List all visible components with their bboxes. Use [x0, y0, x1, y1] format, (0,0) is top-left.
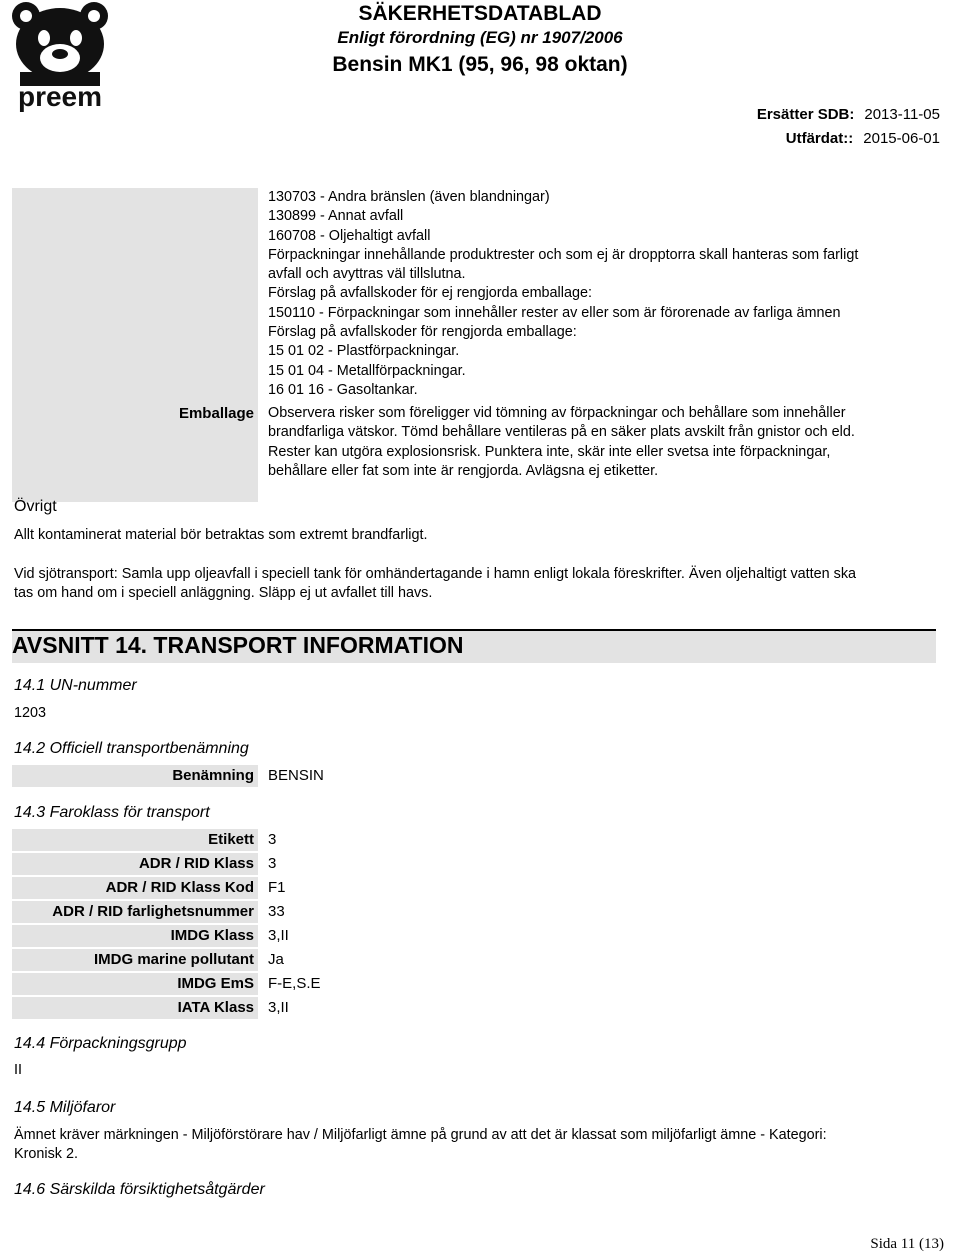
environmental-line-2: Kronisk 2.	[14, 1146, 78, 1162]
issued-date: 2015-06-01	[863, 130, 940, 147]
class-row-label: Etikett	[208, 831, 254, 848]
environmental-line-1: Ämnet kräver märkningen - Miljöförstörare hav / Miljöfarligt ämne på grund av att det är klassat som miljöfarligt ämne - Kategori:	[14, 1127, 827, 1143]
special-precautions-heading: 14.6 Särskilda försiktighetsåtgärder	[14, 1181, 265, 1198]
class-row-value: Ja	[268, 951, 284, 968]
sea-transport-line-1: Vid sjötransport: Samla upp oljeavfall i speciell tank för omhändertagande i hamn enligt lokala föreskrifter. Även oljehaltigt vatten ska	[14, 566, 857, 582]
replaces-date: 2013-11-05	[864, 106, 940, 123]
environmental-heading: 14.5 Miljöfaror	[14, 1099, 116, 1116]
packaging-label: Emballage	[178, 405, 254, 422]
class-row-label: ADR / RID Klass	[138, 855, 254, 872]
class-row-value: 3,II	[268, 999, 289, 1016]
packing-group-value: II	[14, 1062, 22, 1078]
document-regulation: Enligt förordning (EG) nr 1907/2006	[337, 28, 623, 47]
waste-line: 15 01 02 - Plastförpackningar.	[268, 343, 460, 360]
waste-line: Förslag på avfallskoder för ej rengjorda emballage:	[268, 285, 592, 302]
class-row-value: 33	[268, 903, 285, 920]
product-name: Bensin MK1 (95, 96, 98 oktan)	[332, 53, 628, 76]
waste-line: Förslag på avfallskoder för rengjorda emballage:	[268, 324, 577, 341]
class-row-label: IMDG EmS	[177, 975, 254, 992]
un-number-heading: 14.1 UN-nummer	[14, 677, 137, 694]
waste-line: 150110 - Förpackningar som innehåller rester av eller som är förorenade av farliga ämnen	[268, 304, 841, 321]
packaging-line: brandfarliga vätskor. Tömd behållare ventileras på en säker plats avskilt från gnistor och eld.	[268, 424, 855, 441]
un-number-value: 1203	[14, 705, 47, 721]
waste-line: 130899 - Annat avfall	[268, 208, 404, 225]
packaging-text	[268, 404, 928, 481]
class-row-value: F1	[268, 879, 286, 896]
other-heading: Övrigt	[14, 498, 57, 515]
class-row-value: 3	[268, 831, 277, 848]
class-row-label: IMDG Klass	[170, 927, 254, 944]
transport-name-value: BENSIN	[268, 767, 324, 784]
issued-label: Utfärdat::	[785, 130, 854, 147]
replaces-label: Ersätter SDB:	[756, 106, 855, 123]
waste-line: Förpackningar innehållande produktrester och som ej är dropptorra skall hanteras som farligt	[268, 246, 859, 263]
replaces-sds	[757, 106, 940, 123]
class-row-value: F-E,S.E	[268, 975, 321, 992]
section-14-title: AVSNITT 14. TRANSPORT INFORMATION	[12, 632, 464, 658]
sea-transport-line-2: tas om hand om i speciell anläggning. Släpp ej ut avfallet till havs.	[14, 585, 433, 601]
packaging-line: Observera risker som föreligger vid tömning av förpackningar och behållare som innehåller	[268, 405, 846, 421]
transport-name-label: Benämning	[172, 767, 254, 784]
other-text: Allt kontaminerat material bör betraktas som extremt brandfarligt.	[14, 527, 428, 543]
packaging-line: behållare eller fat som inte är rengjorda. Avlägsna ej etiketter.	[268, 462, 659, 479]
waste-line: 15 01 04 - Metallförpackningar.	[268, 362, 466, 379]
packaging-line: Rester kan utgöra explosionsrisk. Punktera inte, skär inte eller svetsa inte förpackningar,	[268, 443, 831, 460]
waste-line: 16 01 16 - Gasoltankar.	[268, 381, 418, 398]
page-number: Sida 11 (13)	[870, 1236, 944, 1252]
packing-group-heading: 14.4 Förpackningsgrupp	[14, 1035, 187, 1052]
class-row-label: ADR / RID Klass Kod	[105, 879, 254, 896]
waste-line: avfall och avyttras väl tillslutna.	[268, 266, 466, 283]
document-title: SÄKERHETSDATABLAD	[358, 2, 602, 25]
waste-codes	[268, 188, 928, 400]
class-row-label: IATA Klass	[177, 999, 254, 1016]
transport-name-heading: 14.2 Officiell transportbenämning	[14, 740, 249, 757]
class-row-value: 3	[268, 855, 277, 872]
class-row-label: ADR / RID farlighetsnummer	[52, 903, 254, 920]
class-row-value: 3,II	[268, 927, 289, 944]
issued-date-row	[786, 130, 940, 147]
class-row-label: IMDG marine pollutant	[93, 951, 254, 968]
waste-label-column	[12, 188, 258, 502]
waste-line: 160708 - Oljehaltigt avfall	[268, 227, 431, 244]
waste-line: 130703 - Andra bränslen (även blandningar)	[268, 189, 550, 205]
hazard-class-heading: 14.3 Faroklass för transport	[14, 804, 210, 821]
logo-text: preem	[17, 81, 103, 112]
